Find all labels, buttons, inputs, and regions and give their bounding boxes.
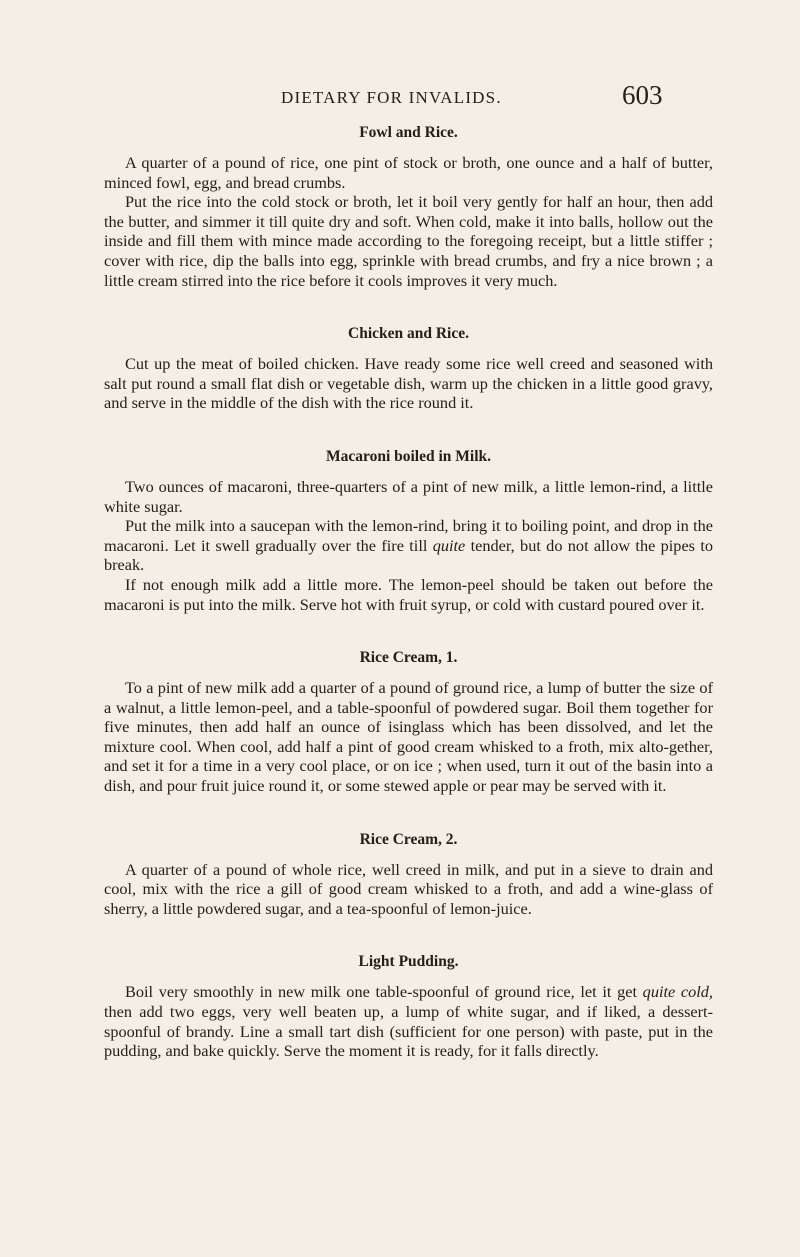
recipe-macaroni-boiled-in-milk (104, 446, 713, 614)
page-content (104, 122, 713, 1094)
recipe-title: Chicken and Rice. (348, 325, 469, 343)
recipe-title: Macaroni boiled in Milk. (325, 447, 492, 465)
ingredients-paragraph: Two ounces of macaroni, three-quarters of a pint of new milk, a little lemon-rind, a little white sugar. (104, 476, 713, 516)
method-text: Put the milk into a saucepan with the lemon-rind, bring it to boiling point, and drop in the macaroni. Let it swell gradually over the fire till (104, 516, 713, 555)
method-paragraph (104, 982, 713, 1060)
recipe-title: Light Pudding. (358, 953, 459, 971)
recipe-title: Rice Cream, 1. (359, 649, 458, 667)
italic-text: quite cold, (642, 982, 714, 1002)
method-paragraph: To a pint of new milk add a quarter of a pound of ground rice, a lump of butter the size of a walnut, a little lemon-peel, and a table-spoonful of powdered sugar. Boil them together for five minutes, then add half an ounce of isinglass which has been dissolved, and let the mixture cool. When cool, add half a pint of good cream whisked to a froth, mix alto-gether, and set it for a time in a very cool place, or on ice ; when used, turn it out of the basin into a dish, and pour fruit juice round it, or some stewed apple or pear may be served with it. (104, 678, 713, 796)
recipe-rice-cream-1 (104, 647, 713, 796)
recipe-fowl-and-rice (104, 122, 713, 290)
method-paragraph: Cut up the meat of boiled chicken. Have ready some rice well creed and seasoned with salt put round a small flat dish or vegetable dish, warm up the chicken in a little good gravy, and serve in the middle of the dish with the rice round it. (104, 354, 713, 413)
method-text: tender, but do not allow the pipes to break. (104, 535, 714, 575)
method-text: Boil very smoothly in new milk one table-spoonful of ground rice, let it get (125, 982, 637, 1002)
method-paragraph: Put the rice into the cold stock or broth, let it boil very gently for half an hour, then add the butter, and simmer it till quite dry and soft. When cold, make it into balls, hollow out the inside and fill them with mince made according to the foregoing receipt, but a little stiffer ; cover with rice, dip the balls into egg, sprinkle with bread crumbs, and fry a nice brown ; a little cream stirred into the rice before it cools improves it very much. (104, 192, 713, 290)
method-paragraph: A quarter of a pound of whole rice, well creed in milk, and put in a sieve to drain and cool, mix with the rice a gill of good cream whisked to a froth, and add a wine-glass of sherry, a little powdered sugar, and a tea-spoonful of lemon-juice. (104, 859, 713, 918)
italic-text: quite (432, 535, 466, 555)
method-paragraph (104, 516, 713, 575)
recipe-rice-cream-2 (104, 829, 713, 919)
recipe-chicken-and-rice (104, 323, 713, 413)
ingredients-paragraph: A quarter of a pound of rice, one pint of stock or broth, one ounce and a half of butter, minced fowl, egg, and bread crumbs. (104, 153, 713, 192)
running-head (0, 80, 800, 112)
running-title: DIETARY FOR INVALIDS. (281, 88, 502, 107)
recipe-title: Rice Cream, 2. (359, 830, 458, 848)
note-paragraph: If not enough milk add a little more. The lemon-peel should be taken out before the macaroni is put into the milk. Serve hot with fruit syrup, or cold with custard poured over it. (104, 574, 713, 614)
recipe-light-pudding (104, 951, 713, 1060)
recipe-title: Fowl and Rice. (359, 124, 458, 141)
method-text: then add two eggs, very well beaten up, a lump of white sugar, and if liked, a dessert-spoonful of brandy. Line a small tart dish (sufficient for one person) with paste, put in the pudding, and bake quickly. Serve the moment it is ready, for it falls directly. (104, 1002, 713, 1061)
page-number: 603 (622, 80, 663, 110)
